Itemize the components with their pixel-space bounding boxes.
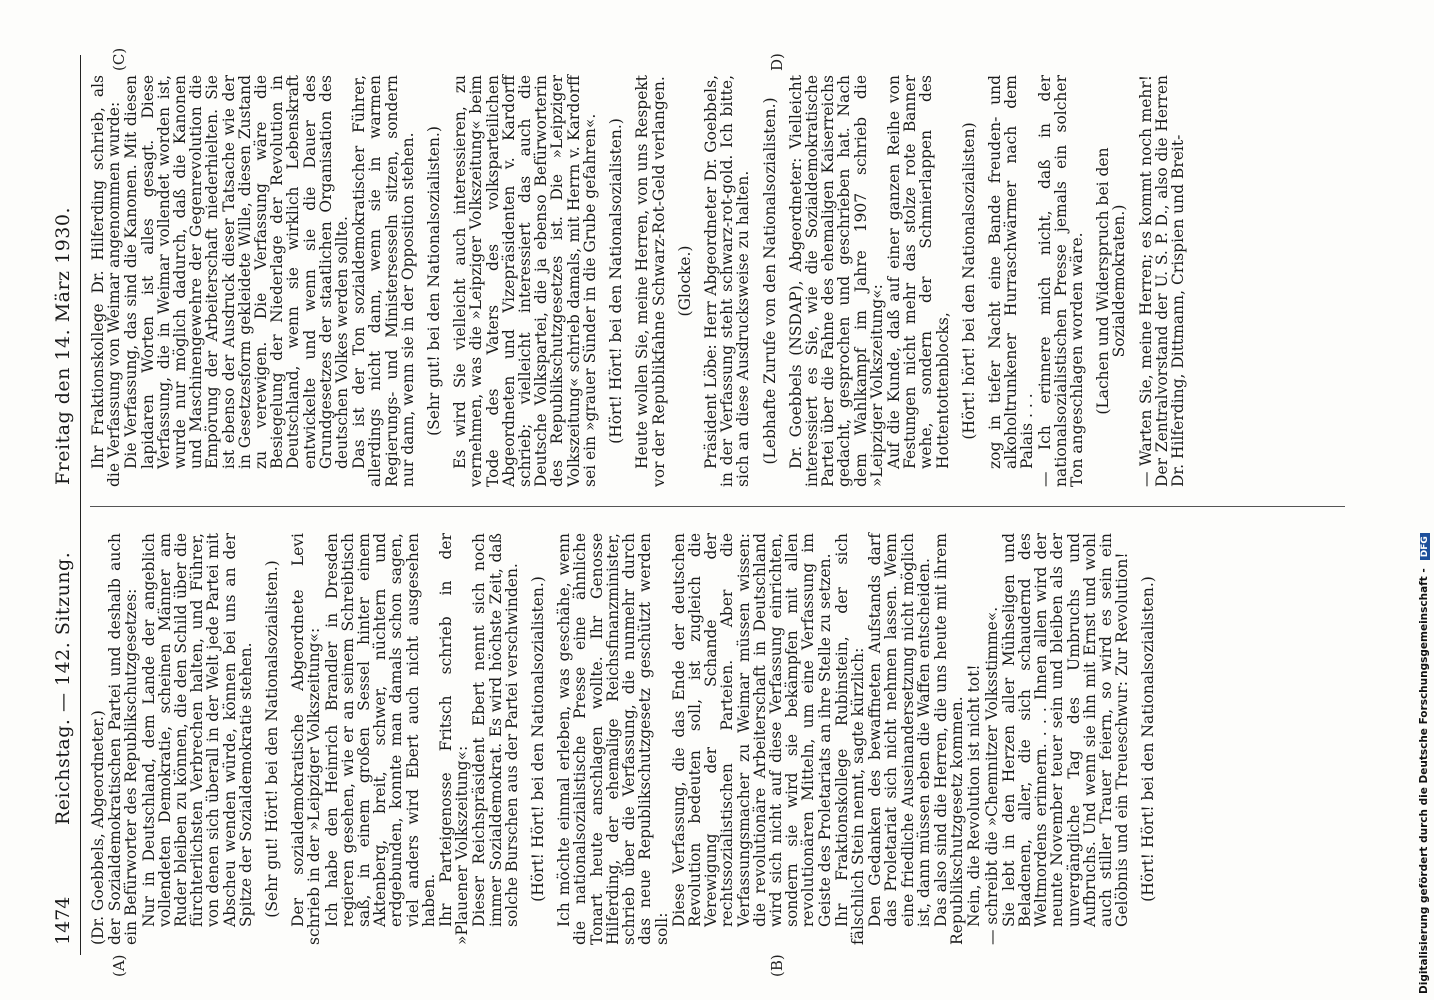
paragraph: Sie lebt in den Herzen aller Mühseligen und Beladenen, aller, die sich schaudernd des Weltmordens erinnern. . . . Ihnen allen wird der neunte November teuer sein und bleiben als der unvergängliche Tag des Umbruchs und Aufbruchs. Und wenn sie ihn mit Ernst und wohl auch stiller Trauer feiern, so wird es sein ein Gelöbnis und ein Treueschwur: Zur Revolution! [999, 533, 1132, 927]
paragraph: Die Verfassung, das sind die Kanonen. Mit diesen lapidaren Worten ist alles gesagt. Diese Verfassung, die in Weimar vollendet worden ist, wurde nur möglich dadurch, daß die Kanonen und Maschinengewehre der Gegenrevolution die Empörung der Arbeiterschaft niederhielten. Sie ist ebenso der Ausdruck dieser Tatsache wie der in Gesetzesform gekleidete Wille, diesen Zustand zu verewigen. Die Verfassung wäre die Besiegelung der Niederlage der Revolution in Deutschland, wenn sie wirklich Lebenskraft entwickelte und wenn sie die Dauer des Grundgesetzes der staatlichen Organisation des deutschen Volkes werden sollte. [122, 75, 352, 469]
paragraph: Das also sind die Herren, die uns heute mit ihrem Republikschutzgesetz kommen. [931, 533, 967, 945]
paragraph: Ihr Parteigenosse Fritsch schrieb in der »Plauener Volkszeitung«: [437, 533, 472, 945]
paragraph: Das ist der Ton sozialdemokratischer Führer, allerdings nicht dann, wenn sie in warmen Regierungs- und Ministersesseln sitzen, sondern nur dann, wenn sie in der Opposition stehen. [350, 75, 417, 487]
paragraph: Ihr Fraktionskollege Rubinstein, der sich fälschlich Stein nennt, sagte kürzlich: [832, 533, 867, 945]
paragraph: Der sozialdemokratische Abgeordnete Levi schrieb in der »Leipziger Volkszeitung«: [289, 533, 324, 945]
paragraph: Dr. Goebbels (NSDAP), Abgeordneter: Vielleicht interessiert es Sie, wie die Sozialdemokratische Partei über die Fahne des ehemaligen Kaiserreichs gedacht, gesprochen und geschrieben hat. Nach dem Wahlkampf im Jahre 1907 schrieb die »Leipziger Volkszeitung«: [786, 75, 886, 487]
paragraph: Ihr Fraktionskollege Dr. Hilferding schrieb, als die Verfassung von Weimar angenommen wurde: [89, 75, 124, 487]
session-title: Reichstag. — 142. Sitzung. [52, 551, 74, 825]
interjection: (Hört! Hört! bei den Nationalsozialisten.) [607, 118, 626, 444]
paragraph: Ich möchte einmal erleben, was geschähe, wenn die nationalsozialistische Presse eine ähnliche Tonart heute anschlagen wollte. Ihr Genosse Hilferding, der ehemalige Reichsfinanzminister, schrieb über die Verfassung, die nunmehr durch das neue Republikschutzgesetz geschützt werden soll: [555, 533, 671, 945]
paragraph: Präsident Löbe: Herr Abgeordneter Dr. Goebbels, in der Verfassung steht schwarz-rot-gold. Ich bitte, sich an diese Ausdrucksweise zu halten. [701, 75, 753, 487]
page-header [48, 55, 81, 955]
paragraph: — Ich erinnere mich nicht, daß in der nationalsozialistischen Presse jemals ein solcher Ton angeschlagen worden wäre. [1035, 75, 1086, 487]
interjection: (Glocke.) [675, 245, 694, 317]
left-column [90, 533, 1167, 945]
paragraph: Dieser Reichspräsident Ebert nennt sich noch immer Sozialdemokrat. Es wird höchste Zeit, daß solche Burschen aus der Partei verschwinden. [470, 533, 521, 927]
digitization-note [1418, 4, 1430, 994]
paragraph: Nur in Deutschland, dem Lande der angeblich vollendeten Demokratie, scheinen Männer am Ruder bleiben zu können, die den Schild über die fürchterlichsten Verbrechen halten, und Führer, von denen sich überall in der Welt jede Partei mit Abscheu wenden würde, können bei uns an der Spitze der Sozialdemokratie stehen. [139, 533, 255, 927]
digitization-text: Digitalisierung gefördert durch die Deutsche Forschungsgemeinschaft - [1418, 568, 1430, 994]
paragraph: Heute wollen Sie, meine Herren, von uns Respekt vor der Republikfahne Schwarz-Rot-Geld verlangen. [633, 75, 668, 487]
interjection: (Hört! hört! bei den Nationalsozialisten) [959, 122, 978, 440]
interjection: (Hört! Hört! bei den Nationalsozialisten.) [529, 576, 548, 902]
paragraph: der Sozialdemokratischen Partei und deshalb auch ein Befürworter des Republikschutzgesetzes: [106, 533, 141, 945]
session-date: Freitag den 14. März 1930. [52, 207, 74, 485]
interjection: (Lachen und Widerspruch bei den Sozialdemokraten.) [1094, 147, 1129, 415]
page-number: 1474 [52, 896, 74, 945]
margin-mark-d: D) [768, 53, 786, 71]
dfg-logo: DFG [1420, 533, 1430, 560]
margin-mark-c: (C) [110, 47, 128, 71]
interjection: (Lebhafte Zurufe von den Nationalsozialisten.) [760, 97, 779, 465]
paragraph: Nein, die Revolution ist nicht tot! [965, 664, 984, 927]
paragraph: zog in tiefer Nacht eine Bande freuden- und alkoholtrunkener Hurraschwärmer nach dem Palais . . . [985, 75, 1037, 469]
interjection: (Hört! Hört! bei den Nationalsozialisten.) [1139, 576, 1158, 902]
paragraph: Es wird Sie vielleicht auch interessieren, zu vernehmen, was die »Leipziger Volkszeitung« beim Tode des Vaters des volksparteilichen Abgeordneten und Vizepräsidenten v. Kardorff schrieb; vielleicht interessiert das auch die Deutsche Volkspartei, die ja ebenso Befürworterin des Republikschutzgesetzes ist. Die »Leipziger Volkszeitung« schrieb damals, mit Herrn v. Kardorff sei ein »grauer Sünder in die Grube gefahren«. [451, 75, 599, 487]
interjection: (Sehr gut! bei den Nationalsozialisten.) [425, 126, 444, 436]
margin-mark-a: (A) [110, 954, 128, 977]
rotated-sheet [48, 47, 1408, 977]
paragraph: — Warten Sie, meine Herren; es kommt noch mehr! Der Zentralvorstand der U. S. P. D., also die Herren Dr. Hilferding, Dittmann, Crispien und Breit- [1136, 75, 1187, 487]
interjection: (Sehr gut! Hört! bei den Nationalsozialisten.) [263, 560, 282, 918]
margin-mark-b: (B) [768, 954, 786, 977]
right-column [90, 75, 1187, 487]
paragraph: (Dr. Goebbels, Abgeordneter.) [89, 710, 107, 945]
paragraph: Den Gedanken des bewaffneten Aufstands darf das Proletariat sich nicht nehmen lassen. Wenn eine friedliche Auseinandersetzung nicht möglich ist, dann müssen eben die Waffen entscheiden. [866, 533, 933, 927]
paragraph: — schreibt die »Chemnitzer Volksstimme«. [982, 606, 1001, 945]
paragraph: Ich habe den Heinrich Brandler in Dresden regieren gesehen, wie er an seinem Schreibtisch saß, in einem großen Sessel hinter einem Aktenberg, breit, schwer, nüchtern und erdgebunden, konnte man damals schon sagen, viel anders wird Ebert auch nicht ausgesehen haben. [322, 533, 438, 927]
column-divider [90, 506, 1345, 507]
paragraph: Auf die Kunde, daß auf einer ganzen Reihe von Festungen nicht mehr das stolze rote Banner wehe, sondern der Schmierlappen des Hottentottenblocks, [884, 75, 952, 469]
paragraph: Diese Verfassung, die das Ende der deutschen Revolution bedeuten soll, ist zugleich die Verewigung der Schande der rechtssozialistischen Parteien. Aber die Verfassungsmacher zu Weimar müssen wissen: die revolutionäre Arbeiterschaft in Deutschland wird sich nicht auf diese Verfassung einrichten, sondern sie wird sie bekämpfen mit allen revolutionären Mitteln, um eine Verfassung im Geiste des Proletariats an ihre Stelle zu setzen. [669, 533, 834, 927]
